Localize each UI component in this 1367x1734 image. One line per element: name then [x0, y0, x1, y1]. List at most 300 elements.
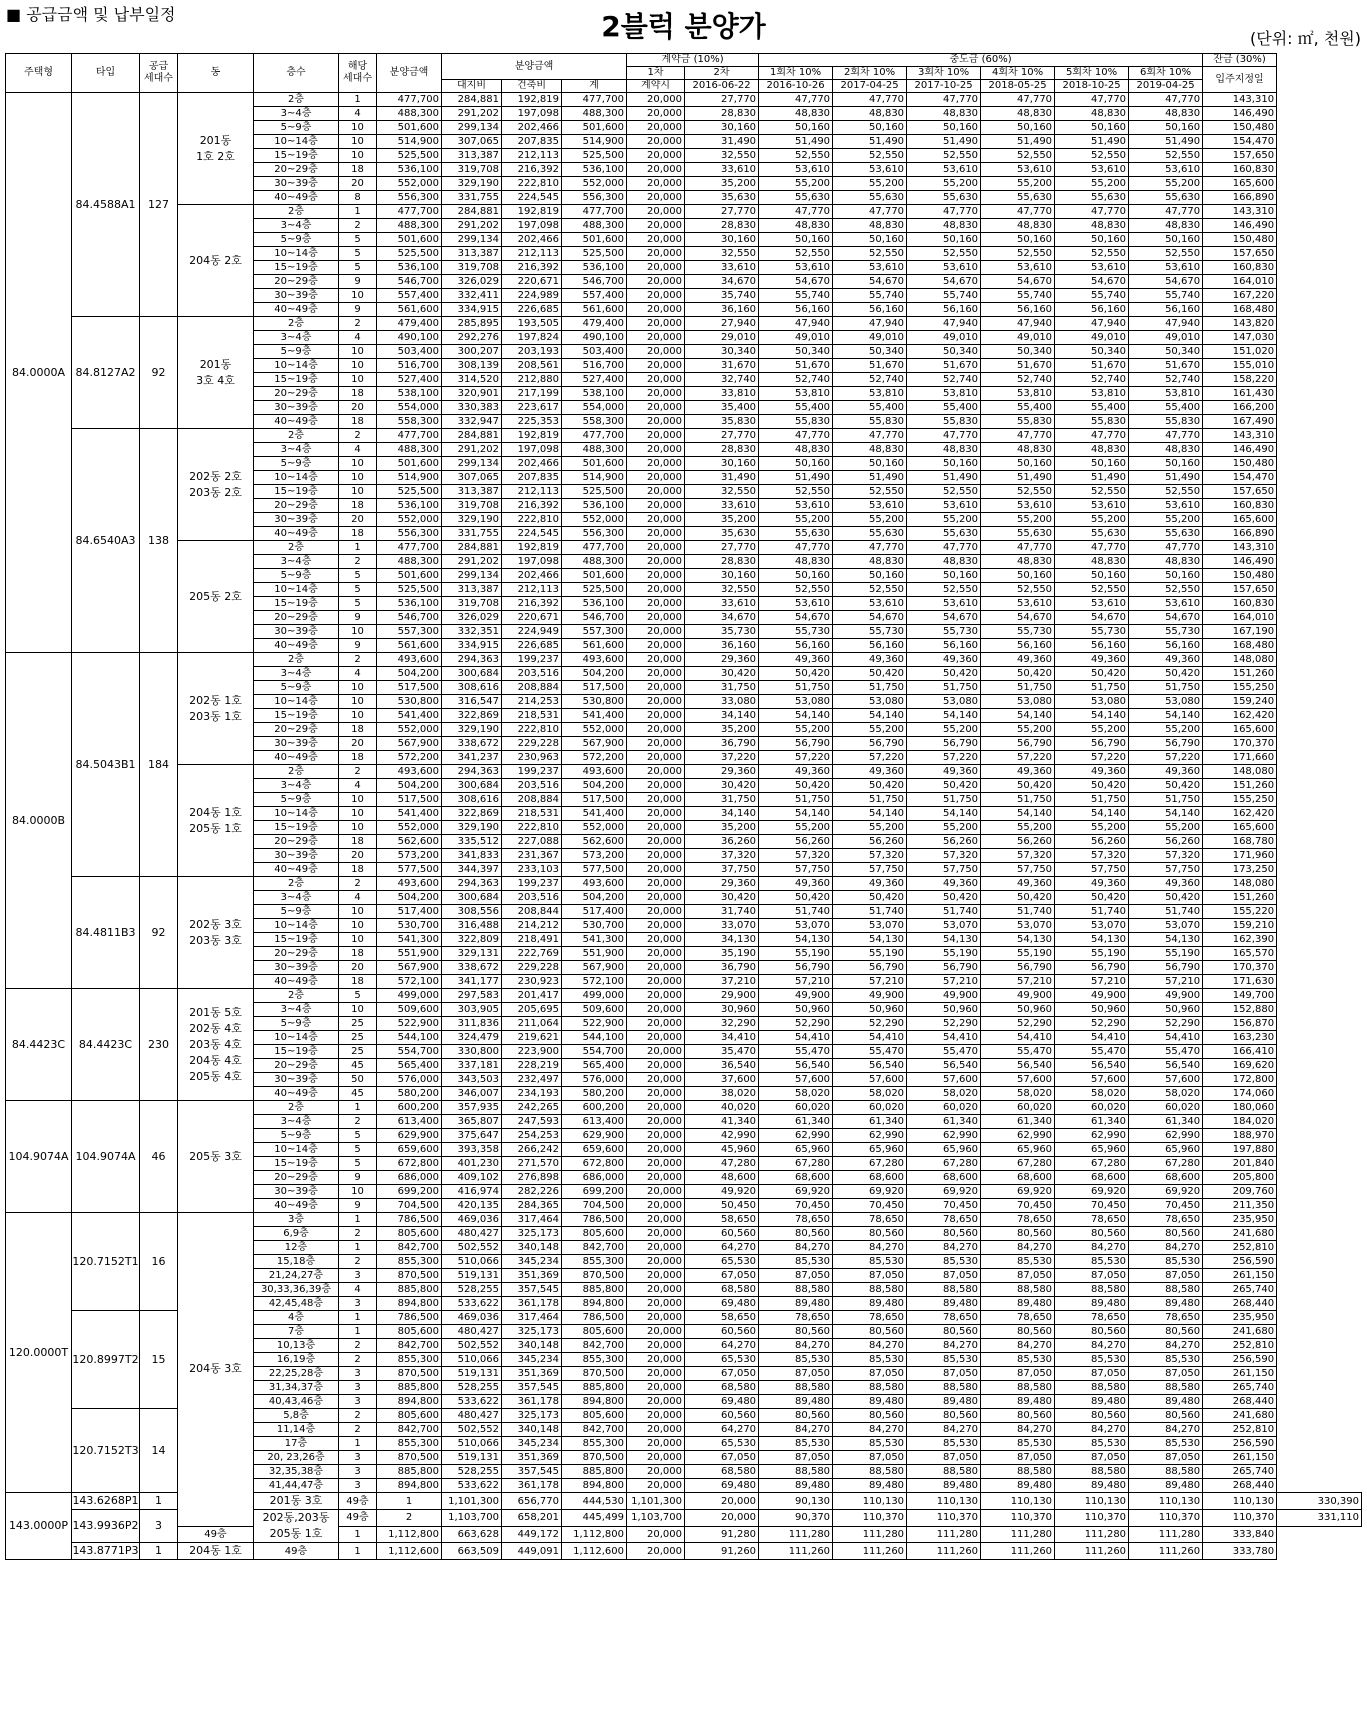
total-cell: 488,300 [562, 219, 627, 233]
table-row [6, 429, 1362, 443]
mid2-cell: 67,280 [833, 1157, 907, 1171]
mid1-cell: 89,480 [759, 1395, 833, 1409]
mid1-cell: 55,200 [759, 177, 833, 191]
total-cell: 600,200 [562, 1101, 627, 1115]
mid5-cell: 84,270 [1055, 1241, 1129, 1255]
price-cell: 527,400 [377, 373, 442, 387]
floor-cell: 10~14층 [254, 695, 339, 709]
price-cell: 536,100 [377, 261, 442, 275]
balance-cell: 168,480 [1203, 303, 1277, 317]
mid4-cell: 50,420 [981, 891, 1055, 905]
floor-cell: 15,18층 [254, 1255, 339, 1269]
balance-cell: 146,490 [1203, 443, 1277, 457]
floor-cell: 22,25,28층 [254, 1367, 339, 1381]
mid3-cell: 54,670 [907, 275, 981, 289]
land-cell: 341,833 [442, 849, 502, 863]
dep1-cell: 20,000 [627, 737, 685, 751]
build-cell: 233,103 [502, 863, 562, 877]
building-cell: 204동 1호 [178, 1543, 254, 1560]
land-cell: 656,770 [502, 1493, 562, 1510]
mid2-cell: 57,750 [833, 863, 907, 877]
floor-cell: 10~14층 [254, 1031, 339, 1045]
build-cell: 317,464 [502, 1311, 562, 1325]
land-cell: 313,387 [442, 149, 502, 163]
build-cell: 230,963 [502, 751, 562, 765]
dep1-cell: 20,000 [627, 975, 685, 989]
mid6-cell: 57,210 [1129, 975, 1203, 989]
floor-cell: 10~14층 [254, 919, 339, 933]
mid1-cell: 80,560 [759, 1409, 833, 1423]
balance-cell: 261,150 [1203, 1451, 1277, 1465]
land-cell: 324,479 [442, 1031, 502, 1045]
col-type: 타입 [72, 54, 140, 93]
land-cell: 375,647 [442, 1129, 502, 1143]
mid6-cell: 51,490 [1129, 135, 1203, 149]
floor-cell: 11,14층 [254, 1423, 339, 1437]
mid3-cell: 54,140 [907, 709, 981, 723]
dep1-cell: 20,000 [627, 709, 685, 723]
mid6-cell: 51,750 [1129, 793, 1203, 807]
mid5-cell: 48,830 [1055, 107, 1129, 121]
build-cell: 357,545 [502, 1465, 562, 1479]
land-cell: 308,616 [442, 793, 502, 807]
dep2-cell: 90,130 [759, 1493, 833, 1510]
mid3-cell: 88,580 [907, 1283, 981, 1297]
total-cell: 894,800 [562, 1395, 627, 1409]
mid5-cell: 53,610 [1055, 163, 1129, 177]
dep2-cell: 65,530 [685, 1437, 759, 1451]
total-cell: 562,600 [562, 835, 627, 849]
type-cell: 120.8997T2 [72, 1311, 140, 1409]
mid4-cell: 57,750 [981, 863, 1055, 877]
mid4-cell: 51,490 [981, 471, 1055, 485]
price-cell: 490,100 [377, 331, 442, 345]
floor-cell: 10~14층 [254, 247, 339, 261]
price-cell: 894,800 [377, 1395, 442, 1409]
floor-cell: 40~49층 [254, 415, 339, 429]
dep1-cell: 20,000 [627, 1213, 685, 1227]
price-cell: 479,400 [377, 317, 442, 331]
mid1-cell: 84,270 [759, 1241, 833, 1255]
mid1-cell: 51,490 [759, 135, 833, 149]
land-cell: 299,134 [442, 457, 502, 471]
mid1-cell: 49,360 [759, 877, 833, 891]
dep2-cell: 35,740 [685, 289, 759, 303]
mid6-cell: 57,220 [1129, 751, 1203, 765]
mid2-cell: 51,490 [833, 135, 907, 149]
price-cell: 557,400 [377, 289, 442, 303]
dep1-cell: 20,000 [627, 1297, 685, 1311]
price-cell: 525,500 [377, 485, 442, 499]
land-cell: 329,190 [442, 513, 502, 527]
mid4-cell: 54,140 [981, 709, 1055, 723]
land-cell: 314,520 [442, 373, 502, 387]
build-cell: 197,098 [502, 107, 562, 121]
mid5-cell: 87,050 [1055, 1269, 1129, 1283]
mid2-cell: 85,530 [833, 1437, 907, 1451]
mid1-cell: 50,160 [759, 233, 833, 247]
floor-cell: 5,8층 [254, 1409, 339, 1423]
balance-cell: 252,810 [1203, 1423, 1277, 1437]
total-cell: 686,000 [562, 1171, 627, 1185]
dep1-cell: 20,000 [627, 1115, 685, 1129]
balance-cell: 211,350 [1203, 1199, 1277, 1213]
mid4-cell: 87,050 [981, 1451, 1055, 1465]
mid1-cell: 50,160 [759, 457, 833, 471]
land-cell: 291,202 [442, 443, 502, 457]
mid2-cell: 62,990 [833, 1129, 907, 1143]
balance-cell: 166,890 [1203, 191, 1277, 205]
mid4-cell: 51,750 [981, 681, 1055, 695]
dep2-cell: 48,600 [685, 1171, 759, 1185]
mid6-cell: 57,600 [1129, 1073, 1203, 1087]
mid2-cell: 55,190 [833, 947, 907, 961]
price-cell: 1,103,700 [442, 1510, 502, 1527]
dep2-cell: 32,550 [685, 247, 759, 261]
mid1-cell: 52,550 [759, 247, 833, 261]
balance-cell: 170,370 [1203, 961, 1277, 975]
balance-cell: 188,970 [1203, 1129, 1277, 1143]
mid3-cell: 55,400 [907, 401, 981, 415]
build-cell: 351,369 [502, 1269, 562, 1283]
dep2-cell: 32,550 [685, 485, 759, 499]
balance-cell: 268,440 [1203, 1297, 1277, 1311]
dep1-cell: 20,000 [627, 1451, 685, 1465]
units-cell: 20 [339, 849, 377, 863]
total-cell: 577,500 [562, 863, 627, 877]
dep2-cell: 33,610 [685, 261, 759, 275]
mid2-cell: 56,260 [833, 835, 907, 849]
mid6-cell: 48,830 [1129, 107, 1203, 121]
total-cell: 885,800 [562, 1381, 627, 1395]
mid5-cell: 52,550 [1055, 149, 1129, 163]
supply-cell: 1 [140, 1493, 178, 1510]
price-cell: 704,500 [377, 1199, 442, 1213]
land-cell: 300,684 [442, 779, 502, 793]
total-cell: 557,400 [562, 289, 627, 303]
dep1-cell: 20,000 [627, 779, 685, 793]
mid2-cell: 47,770 [833, 541, 907, 555]
floor-cell: 2층 [254, 429, 339, 443]
dep2-cell: 37,220 [685, 751, 759, 765]
dep1-cell: 20,000 [627, 1101, 685, 1115]
price-cell: 567,900 [377, 737, 442, 751]
mid5-cell: 54,130 [1055, 933, 1129, 947]
price-cell: 573,200 [377, 849, 442, 863]
dep1-cell: 20,000 [627, 317, 685, 331]
price-cell: 561,600 [377, 303, 442, 317]
mid4-cell: 52,740 [981, 373, 1055, 387]
mid4-cell: 84,270 [981, 1423, 1055, 1437]
dep2-cell: 33,070 [685, 919, 759, 933]
balance-cell: 150,480 [1203, 569, 1277, 583]
total-cell: 501,600 [562, 569, 627, 583]
units-cell: 1 [377, 1493, 442, 1510]
build-cell: 222,769 [502, 947, 562, 961]
units-cell: 18 [339, 415, 377, 429]
dep1-cell: 20,000 [627, 1409, 685, 1423]
mid6-cell: 50,160 [1129, 569, 1203, 583]
table-row [6, 765, 1362, 779]
total-cell: 561,600 [562, 639, 627, 653]
balance-cell: 256,590 [1203, 1255, 1277, 1269]
land-cell: 316,488 [442, 919, 502, 933]
mid4-cell: 53,610 [981, 499, 1055, 513]
units-cell: 18 [339, 835, 377, 849]
dep2-cell: 35,200 [685, 177, 759, 191]
mid2-cell: 56,790 [833, 737, 907, 751]
dep1-cell: 20,000 [627, 989, 685, 1003]
col-mid3: 3회차 10% [907, 67, 981, 80]
total-cell: 572,200 [562, 751, 627, 765]
mid1-cell: 52,550 [759, 485, 833, 499]
build-cell: 242,265 [502, 1101, 562, 1115]
mid6-cell: 55,730 [1129, 625, 1203, 639]
dep1-cell: 20,000 [627, 1325, 685, 1339]
total-cell: 552,000 [562, 177, 627, 191]
dep1-cell: 20,000 [627, 1227, 685, 1241]
mid2-cell: 55,200 [833, 723, 907, 737]
mid1-cell: 84,270 [759, 1339, 833, 1353]
build-cell: 226,685 [502, 303, 562, 317]
balance-cell: 157,650 [1203, 149, 1277, 163]
total-cell: 530,800 [562, 695, 627, 709]
mid2-cell: 61,340 [833, 1115, 907, 1129]
mid6-cell: 53,080 [1129, 695, 1203, 709]
units-cell: 18 [339, 387, 377, 401]
floor-cell: 40~49층 [254, 975, 339, 989]
dep1-cell: 20,000 [627, 1143, 685, 1157]
mid3-cell: 80,560 [907, 1325, 981, 1339]
units-cell: 9 [339, 611, 377, 625]
mid5-cell: 47,770 [1055, 429, 1129, 443]
build-cell: 203,516 [502, 667, 562, 681]
mid6-cell: 49,360 [1129, 765, 1203, 779]
mid6-cell: 52,550 [1129, 247, 1203, 261]
mid6-cell: 53,610 [1129, 597, 1203, 611]
units-cell: 3 [339, 1367, 377, 1381]
units-cell: 3 [339, 1465, 377, 1479]
table-header [6, 54, 1362, 93]
units-cell: 4 [339, 779, 377, 793]
units-cell: 4 [339, 443, 377, 457]
type-cell: 143.8771P3 [72, 1543, 140, 1560]
balance-cell: 256,590 [1203, 1353, 1277, 1367]
balance-cell: 164,010 [1203, 611, 1277, 625]
floor-cell: 30,33,36,39층 [254, 1283, 339, 1297]
land-cell: 329,190 [442, 723, 502, 737]
mid3-cell: 60,020 [907, 1101, 981, 1115]
units-cell: 25 [339, 1045, 377, 1059]
price-cell: 565,400 [377, 1059, 442, 1073]
units-cell: 4 [339, 331, 377, 345]
build-cell: 340,148 [502, 1339, 562, 1353]
dep1-cell: 20,000 [627, 177, 685, 191]
mid3-cell: 57,210 [907, 975, 981, 989]
total-cell: 552,000 [562, 513, 627, 527]
dep2-cell: 90,370 [759, 1510, 833, 1527]
units-cell: 2 [339, 1115, 377, 1129]
mid6-cell: 84,270 [1129, 1241, 1203, 1255]
mid4-cell: 49,360 [981, 653, 1055, 667]
mid4-cell: 55,200 [981, 723, 1055, 737]
units-cell: 1 [339, 1325, 377, 1339]
land-cell: 401,230 [442, 1157, 502, 1171]
mid6-cell: 54,140 [1129, 709, 1203, 723]
total-cell: 541,400 [562, 709, 627, 723]
build-cell: 223,617 [502, 401, 562, 415]
land-cell: 300,207 [442, 345, 502, 359]
mid3-cell: 87,050 [907, 1367, 981, 1381]
mid2-cell: 51,750 [833, 793, 907, 807]
build-cell: 254,253 [502, 1129, 562, 1143]
mid1-cell: 78,650 [759, 1213, 833, 1227]
units-cell: 3 [339, 1297, 377, 1311]
table-row [6, 1543, 1362, 1560]
mid3-cell: 57,220 [907, 751, 981, 765]
mid3-cell: 56,790 [907, 737, 981, 751]
floor-cell: 49층 [178, 1526, 254, 1543]
price-cell: 552,000 [377, 821, 442, 835]
land-cell: 330,800 [442, 1045, 502, 1059]
col-build: 건축비 [502, 80, 562, 93]
mid2-cell: 47,770 [833, 205, 907, 219]
build-cell: 201,417 [502, 989, 562, 1003]
dep2-cell: 91,260 [685, 1543, 759, 1560]
land-cell: 663,509 [442, 1543, 502, 1560]
mid6-cell: 88,580 [1129, 1381, 1203, 1395]
mid1-cell: 47,770 [759, 205, 833, 219]
housing-type-cell: 120.0000T [6, 1213, 72, 1493]
land-cell: 291,202 [442, 107, 502, 121]
dep1-cell: 20,000 [627, 919, 685, 933]
dep1-cell: 20,000 [627, 429, 685, 443]
land-cell: 307,065 [442, 135, 502, 149]
mid3-cell: 53,610 [907, 261, 981, 275]
mid1-cell: 62,990 [759, 1129, 833, 1143]
price-cell: 525,500 [377, 247, 442, 261]
units-cell: 9 [339, 639, 377, 653]
mid3-cell: 50,160 [907, 233, 981, 247]
land-cell: 292,276 [442, 331, 502, 345]
mid6-cell: 78,650 [1129, 1311, 1203, 1325]
land-cell: 341,237 [442, 751, 502, 765]
type-cell: 84.6540A3 [72, 429, 140, 653]
units-cell: 10 [339, 359, 377, 373]
mid3-cell: 67,280 [907, 1157, 981, 1171]
floor-cell: 20~29층 [254, 499, 339, 513]
mid6-cell: 60,020 [1129, 1101, 1203, 1115]
mid1-cell: 47,770 [759, 429, 833, 443]
mid4-cell: 52,550 [981, 149, 1055, 163]
mid1-cell: 55,630 [759, 191, 833, 205]
mid1-cell: 55,200 [759, 821, 833, 835]
mid1-cell: 111,280 [759, 1526, 833, 1543]
mid2-cell: 47,940 [833, 317, 907, 331]
floor-cell: 30~39층 [254, 289, 339, 303]
mid5-cell: 53,080 [1055, 695, 1129, 709]
mid6-cell: 55,400 [1129, 401, 1203, 415]
mid6-cell: 89,480 [1129, 1479, 1203, 1493]
dep1-cell: 20,000 [627, 1283, 685, 1297]
mid3-cell: 53,080 [907, 695, 981, 709]
build-cell: 224,989 [502, 289, 562, 303]
dep2-cell: 30,960 [685, 1003, 759, 1017]
dep2-cell: 36,540 [685, 1059, 759, 1073]
mid4-cell: 49,010 [981, 331, 1055, 345]
price-cell: 870,500 [377, 1451, 442, 1465]
dep1-cell: 20,000 [627, 93, 685, 107]
mid1-cell: 68,600 [759, 1171, 833, 1185]
build-cell: 203,516 [502, 891, 562, 905]
mid4-cell: 53,610 [981, 163, 1055, 177]
land-cell: 533,622 [442, 1479, 502, 1493]
dep2-cell: 31,490 [685, 135, 759, 149]
price-cell: 504,200 [377, 779, 442, 793]
mid3-cell: 56,790 [907, 961, 981, 975]
floor-cell: 5~9층 [254, 1129, 339, 1143]
land-cell: 480,427 [442, 1409, 502, 1423]
balance-cell: 160,830 [1203, 163, 1277, 177]
land-cell: 284,881 [442, 541, 502, 555]
mid6-cell: 53,070 [1129, 919, 1203, 933]
price-cell: 572,200 [377, 751, 442, 765]
mid1-cell: 47,770 [759, 541, 833, 555]
mid2-cell: 51,750 [833, 681, 907, 695]
mid3-cell: 55,740 [907, 289, 981, 303]
mid5-cell: 62,990 [1055, 1129, 1129, 1143]
dep2-cell: 33,610 [685, 597, 759, 611]
mid2-cell: 89,480 [833, 1395, 907, 1409]
mid6-cell: 54,670 [1129, 275, 1203, 289]
units-cell: 25 [339, 1017, 377, 1031]
price-cell: 538,100 [377, 387, 442, 401]
mid3-cell: 89,480 [907, 1479, 981, 1493]
mid2-cell: 52,550 [833, 247, 907, 261]
mid4-cell: 56,790 [981, 737, 1055, 751]
mid5-cell: 85,530 [1055, 1255, 1129, 1269]
mid4-cell: 55,400 [981, 401, 1055, 415]
units-cell: 3 [339, 1479, 377, 1493]
build-cell: 222,810 [502, 513, 562, 527]
mid2-cell: 84,270 [833, 1423, 907, 1437]
mid2-cell: 53,080 [833, 695, 907, 709]
dep1-cell: 20,000 [627, 555, 685, 569]
mid5-cell: 56,160 [1055, 303, 1129, 317]
mid2-cell: 50,420 [833, 891, 907, 905]
price-cell: 493,600 [377, 765, 442, 779]
units-cell: 20 [339, 401, 377, 415]
dep2-cell: 28,830 [685, 219, 759, 233]
building-cell: 204동 1호 205동 1호 [178, 765, 254, 877]
floor-cell: 16,19층 [254, 1353, 339, 1367]
mid1-cell: 55,200 [759, 513, 833, 527]
build-cell: 229,228 [502, 737, 562, 751]
balance-cell: 167,490 [1203, 415, 1277, 429]
mid4-cell: 55,740 [981, 289, 1055, 303]
price-cell: 541,400 [377, 807, 442, 821]
balance-cell: 146,490 [1203, 107, 1277, 121]
dep1-cell: 20,000 [627, 345, 685, 359]
dep1-cell: 20,000 [627, 1003, 685, 1017]
mid4-cell: 89,480 [981, 1297, 1055, 1311]
mid5-cell: 111,260 [1055, 1543, 1129, 1560]
mid4-cell: 50,160 [981, 233, 1055, 247]
mid5-cell: 85,530 [1055, 1353, 1129, 1367]
mid1-cell: 56,540 [759, 1059, 833, 1073]
building-cell: 205동 2호 [178, 541, 254, 653]
land-cell: 299,134 [442, 121, 502, 135]
